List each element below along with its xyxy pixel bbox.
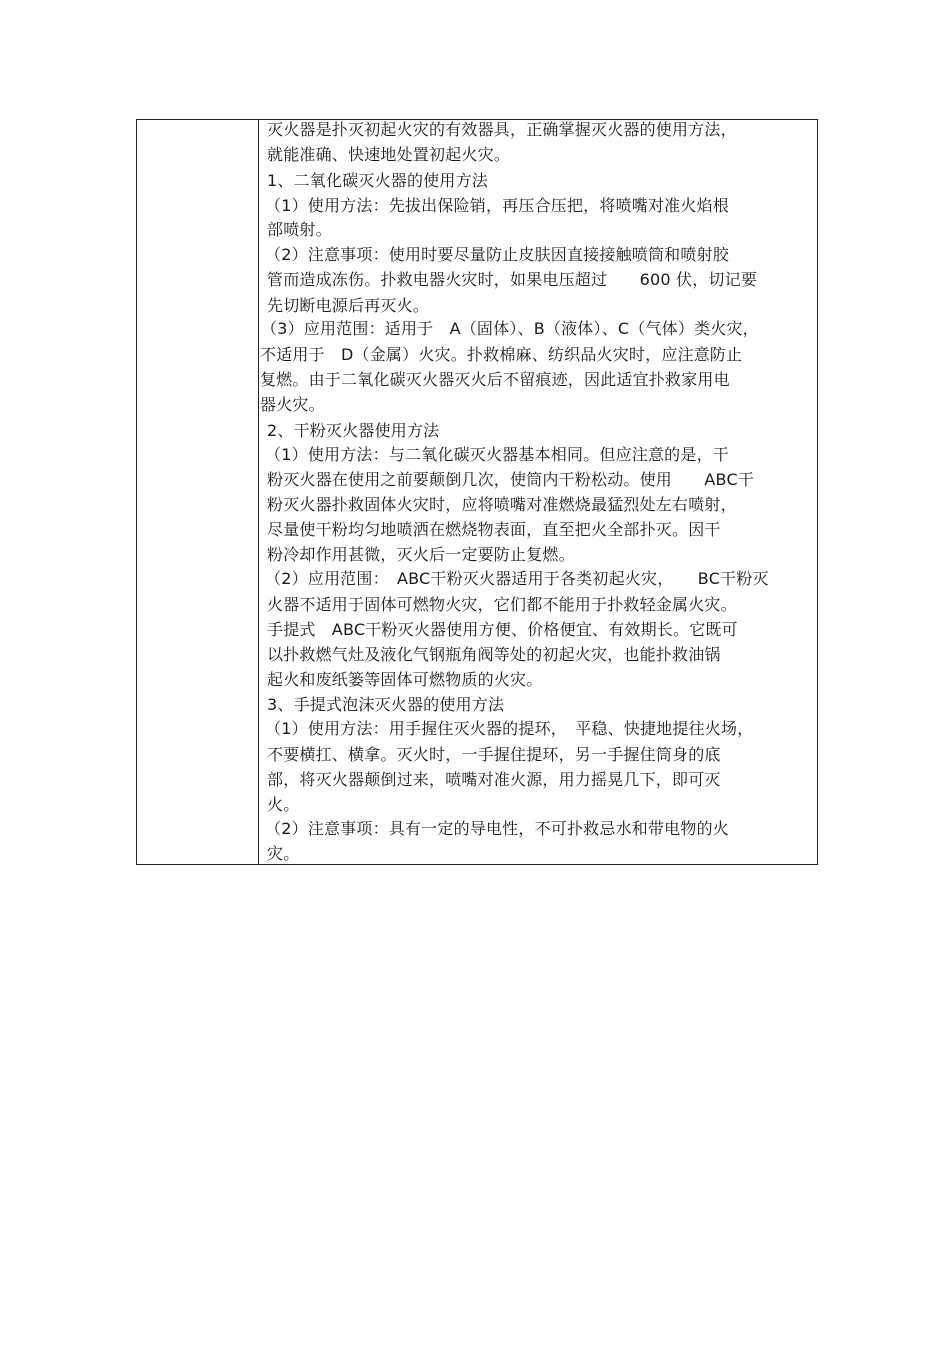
text-line: （2）应用范围： ABC干粉灭火器适用于各类初起火灾， BC干粉灭 — [265, 569, 769, 588]
text-line: （3）应用范围：适用于 A（固体）、B（液体）、C（气体）类火灾， — [261, 319, 759, 338]
text-line: 粉灭火器扑救固体火灾时，应将喷嘴对准燃烧最猛烈处左右喷射， — [267, 495, 737, 514]
text-line: 先切断电源后再灭火。 — [267, 296, 430, 315]
text-line: 火。 — [267, 795, 300, 814]
text-line: 以扑救燃气灶及液化气钢瓶角阀等处的初起火灾，也能扑救油锅 — [267, 645, 721, 664]
text-line: 粉灭火器在使用之前要颠倒几次，使筒内干粉松动。使用 ABC干 — [267, 470, 755, 489]
text-line: 就能准确、快速地处置初起火灾。 — [267, 145, 511, 164]
section-heading: 3、手提式泡沫灭火器的使用方法 — [267, 695, 505, 714]
text-line: （1）使用方法：与二氧化碳灭火器基本相同。但应注意的是，干 — [265, 445, 729, 464]
content-table — [136, 119, 818, 865]
text-line: （2）注意事项：具有一定的导电性，不可扑救忌水和带电物的火 — [265, 819, 729, 838]
text-line: 灾。 — [267, 844, 300, 863]
text-line: （1）使用方法：先拔出保险销，再压合压把，将喷嘴对准火焰根 — [265, 196, 729, 215]
text-line: 不要横扛、横拿。灭火时，一手握住提环，另一手握住筒身的底 — [267, 745, 721, 764]
text-line: 火器不适用于固体可燃物火灾，它们都不能用于扑救轻金属火灾。 — [267, 595, 737, 614]
text-line: 尽量使干粉均匀地喷洒在燃烧物表面，直至把火全部扑灭。因干 — [267, 520, 721, 539]
text-line: （2）注意事项：使用时要尽量防止皮肤因直接接触喷筒和喷射胶 — [265, 245, 729, 264]
text-line: （1）使用方法：用手握住灭火器的提环， 平稳、快捷地提往火场， — [265, 719, 754, 738]
table-left-cell — [137, 120, 259, 864]
text-line: 粉冷却作用甚微，灭火后一定要防止复燃。 — [267, 545, 575, 564]
section-heading: 1、二氧化碳灭火器的使用方法 — [267, 171, 488, 190]
text-line: 不适用于 D（金属）火灾。扑救棉麻、纺织品火灾时，应注意防止 — [260, 345, 743, 364]
section-heading: 2、干粉灭火器使用方法 — [267, 421, 440, 440]
text-line: 灭火器是扑灭初起火灾的有效器具，正确掌握灭火器的使用方法， — [267, 120, 737, 139]
text-line: 器火灾。 — [260, 395, 325, 414]
text-line: 部喷射。 — [267, 220, 332, 239]
text-line: 管而造成冻伤。扑救电器火灾时，如果电压超过 600 伏，切记要 — [267, 270, 758, 289]
table-text-cell — [259, 120, 817, 864]
text-line: 部，将灭火器颠倒过来，喷嘴对准火源，用力摇晃几下，即可灭 — [267, 770, 721, 789]
text-line: 手提式 ABC干粉灭火器使用方便、价格便宜、有效期长。它既可 — [267, 620, 738, 639]
text-line: 复燃。由于二氧化碳灭火器灭火后不留痕迹，因此适宜扑救家用电 — [260, 370, 730, 389]
text-line: 起火和废纸篓等固体可燃物质的火灾。 — [267, 670, 543, 689]
